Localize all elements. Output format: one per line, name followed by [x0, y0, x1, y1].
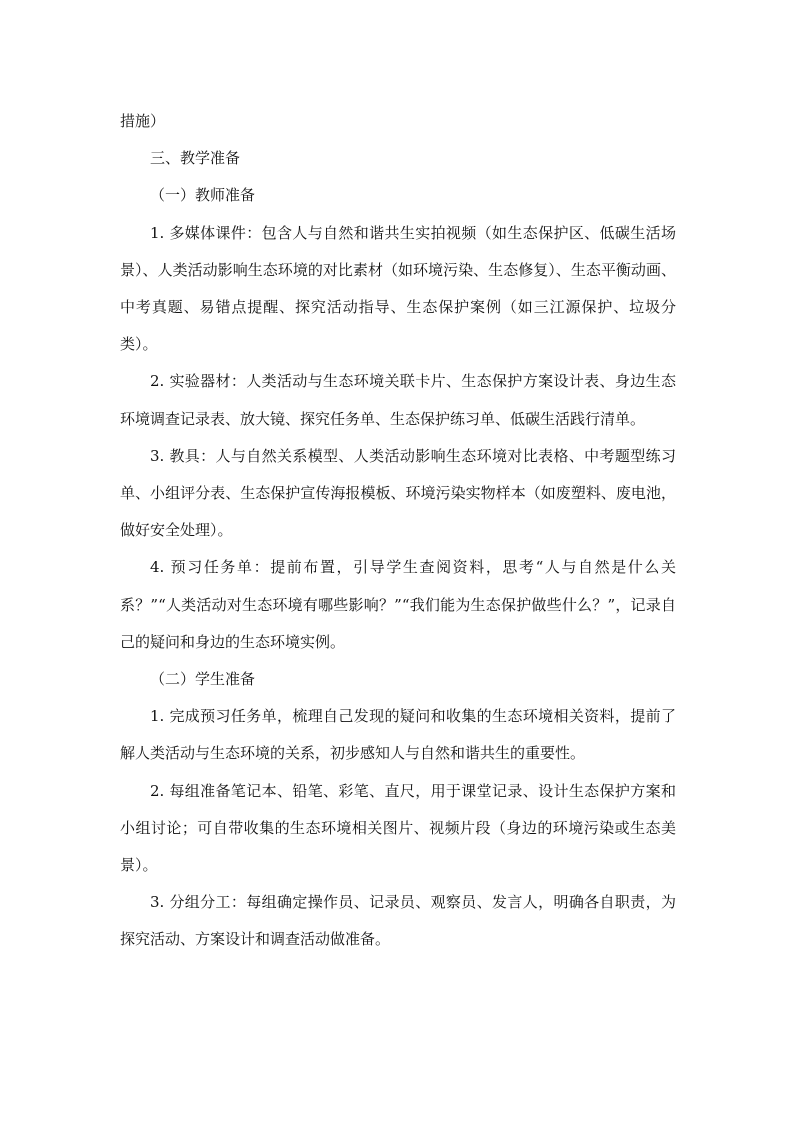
student-item-grouping: 3. 分组分工：每组确定操作员、记录员、观察员、发言人，明确各自职责，为探究活动、方案设计和调查活动做准备。	[120, 893, 676, 949]
teacher-item-equipment: 2. 实验器材：人类活动与生态环境关联卡片、生态保护方案设计表、身边生态环境调查记录表、放大镜、探究任务单、生态保护练习单、低碳生活践行清单。	[120, 372, 676, 428]
teacher-item-multimedia: 1. 多媒体课件：包含人与自然和谐共生实拍视频（如生态保护区、低碳生活场景）、人类活动影响生态环境的对比素材（如环境污染、生态修复）、生态平衡动画、中考真题、易错点提醒、探究活动指导、生态保护案例（如三江源保护、垃圾分类）。	[120, 223, 676, 354]
student-item-preview: 1. 完成预习任务单，梳理自己发现的疑问和收集的生态环境相关资料，提前了解人类活动与生态环境的关系，初步感知人与自然和谐共生的重要性。	[120, 707, 676, 763]
student-item-materials: 2. 每组准备笔记本、铅笔、彩笔、直尺，用于课堂记录、设计生态保护方案和小组讨论；可自带收集的生态环境相关图片、视频片段（身边的环境污染或生态美景）。	[120, 781, 676, 875]
teacher-item-preview-task: 4. 预习任务单：提前布置，引导学生查阅资料，思考“人与自然是什么关系？”“人类活动对生态环境有哪些影响？”“我们能为生态保护做些什么？”，记录自己的疑问和身边的生态环境实例。	[120, 558, 676, 651]
student-prep-heading: （二）学生准备	[150, 670, 256, 689]
continuation-text: 措施）	[120, 112, 166, 130]
section-heading: 三、教学准备	[150, 149, 241, 168]
teacher-item-teaching-aids: 3. 教具：人与自然关系模型、人类活动影响生态环境对比表格、中考题型练习单、小组评分表、生态保护宣传海报模板、环境污染实物样本（如废塑料、废电池，做好安全处理）。	[120, 446, 676, 540]
teacher-prep-heading: （一）教师准备	[150, 186, 256, 205]
document-page	[120, 103, 676, 959]
